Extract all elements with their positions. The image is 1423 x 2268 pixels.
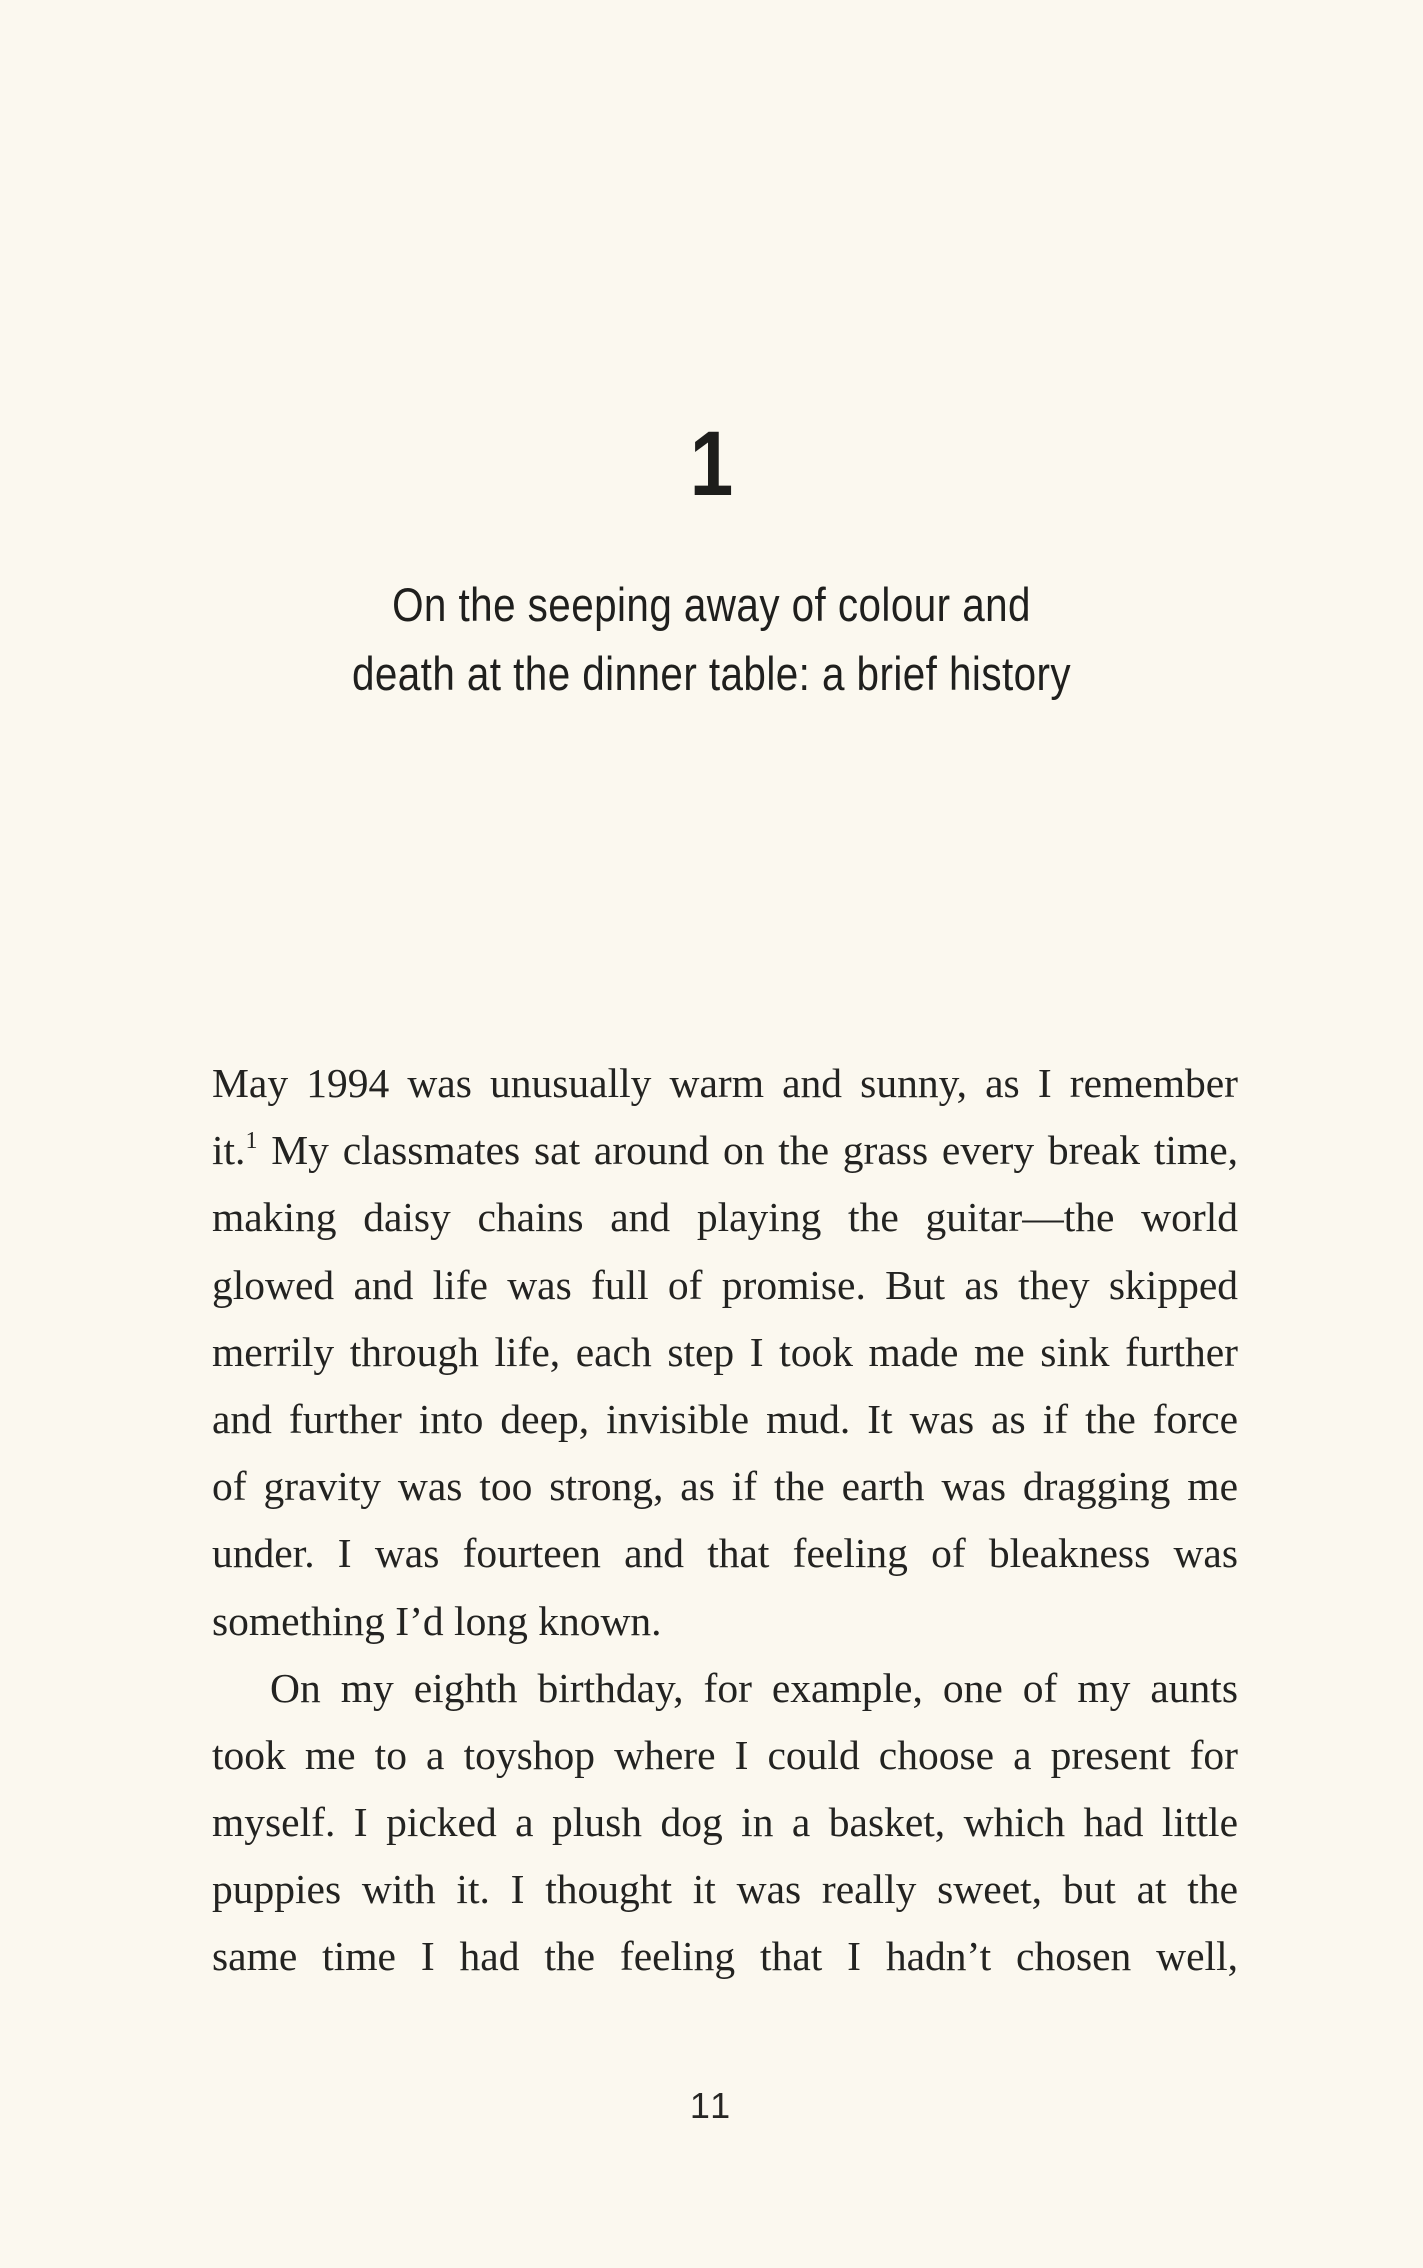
- paragraph-2-line-1: [212, 1655, 1238, 1722]
- line-text: glowed and life was full of promise. But as they skipped: [212, 1261, 1238, 1308]
- line-text: [212, 1117, 1238, 1184]
- chapter-title-line-1: On the seeping away of colour and: [392, 578, 1031, 631]
- paragraph-2-line-3: [212, 1789, 1238, 1856]
- line-text: On my eighth birthday, for example, one of my aunts: [270, 1664, 1238, 1711]
- footnote-marker[interactable]: 1: [245, 1128, 258, 1155]
- paragraph-2-line-4: [212, 1856, 1238, 1923]
- line-text: making daisy chains and playing the guitar—the world: [212, 1194, 1238, 1241]
- line-text-end: My classmates sat around on the grass every break time,: [257, 1127, 1238, 1174]
- line-text: and further into deep, invisible mud. It was as if the force: [212, 1395, 1238, 1442]
- paragraph-1-line-4: [212, 1252, 1238, 1319]
- paragraph-1-line-2: [212, 1117, 1238, 1184]
- body-text: [212, 1050, 1238, 1991]
- line-text: myself. I picked a plush dog in a basket, which had little: [212, 1799, 1238, 1846]
- paragraph-1-line-9: [212, 1588, 1238, 1655]
- line-text: merrily through life, each step I took made me sink further: [212, 1328, 1238, 1375]
- line-text: under. I was fourteen and that feeling of bleakness was: [212, 1530, 1238, 1577]
- line-text: puppies with it. I thought it was really sweet, but at the: [212, 1866, 1238, 1913]
- paragraph-1-line-5: [212, 1319, 1238, 1386]
- chapter-number: 1: [689, 413, 734, 515]
- paragraph-1: [212, 1050, 1238, 1655]
- line-text: May 1994 was unusually warm and sunny, as I remember: [212, 1060, 1238, 1106]
- line-text-start: it.: [212, 1127, 246, 1174]
- paragraph-1-line-6: [212, 1386, 1238, 1453]
- line-text: of gravity was too strong, as if the earth was dragging me: [212, 1463, 1238, 1510]
- paragraph-2-line-5: [212, 1923, 1238, 1990]
- line-text: took me to a toyshop where I could choose a present for: [212, 1731, 1238, 1778]
- paragraph-1-line-8: [212, 1520, 1238, 1587]
- line-text: same time I had the feeling that I hadn’t chosen well,: [212, 1933, 1238, 1980]
- paragraph-1-line-3: [212, 1184, 1238, 1251]
- paragraph-2: [212, 1655, 1238, 1991]
- paragraph-2-line-2: [212, 1722, 1238, 1789]
- paragraph-1-line-7: [212, 1453, 1238, 1520]
- paragraph-1-line-1: [212, 1050, 1238, 1117]
- chapter-title: [0, 570, 1423, 708]
- page-number: 11: [689, 2085, 734, 2126]
- chapter-title-line-2: death at the dinner table: a brief history: [351, 647, 1072, 700]
- line-text: something I’d long known.: [212, 1597, 662, 1644]
